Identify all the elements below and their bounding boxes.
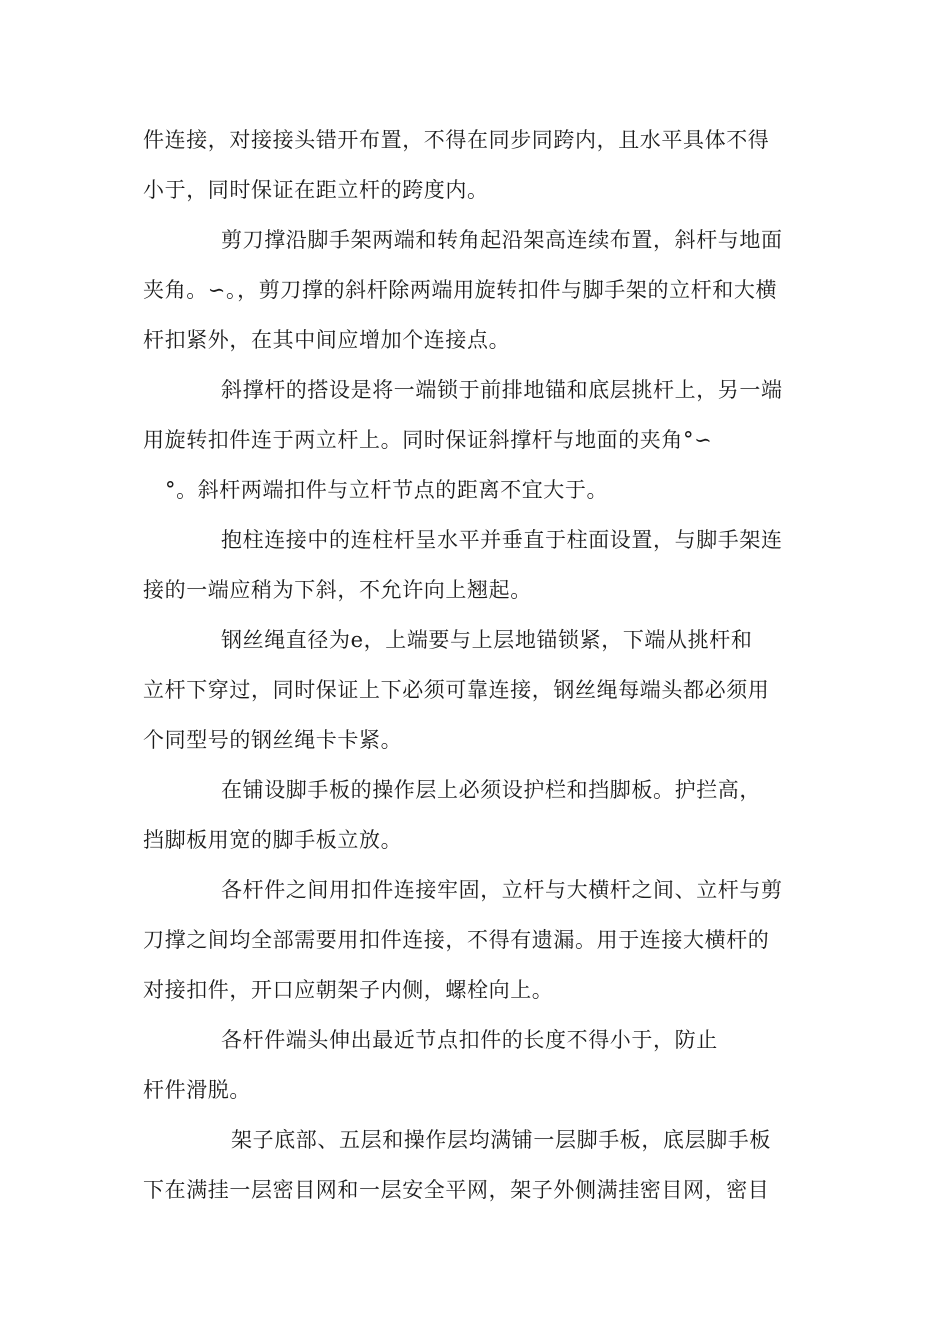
paragraph-start-line: 斜撑杆的搭设是将一端锁于前排地锚和底层挑杆上，另一端	[221, 378, 783, 402]
text-line: 立杆下穿过，同时保证上下必须可靠连接，钢丝绳每端头都必须用	[143, 678, 770, 702]
text-line: 下在满挂一层密目网和一层安全平网，架子外侧满挂密目网，密目	[143, 1178, 770, 1202]
paragraph-start-line: 架子底部、五层和操作层均满铺一层脚手板，底层脚手板	[231, 1128, 771, 1152]
text-line: 用旋转扣件连于两立杆上。同时保证斜撑杆与地面的夹角°∽	[143, 428, 713, 452]
text-line: 杆扣紧外，在其中间应增加个连接点。	[143, 328, 511, 352]
paragraph-start-line: 剪刀撑沿脚手架两端和转角起沿架高连续布置，斜杆与地面	[221, 228, 783, 252]
text-line: 夹角。∽。，剪刀撑的斜杆除两端用旋转扣件与脚手架的立杆和大横	[143, 278, 778, 302]
paragraph-start-line: 在铺设脚手板的操作层上必须设护栏和挡脚板。护拦高，	[221, 778, 761, 802]
text-line: 小于，同时保证在距立杆的跨度内。	[143, 178, 489, 202]
text-line: 刀撑之间均全部需要用扣件连接，不得有遗漏。用于连接大横杆的	[143, 928, 770, 952]
text-line: 挡脚板用宽的脚手板立放。	[143, 828, 403, 852]
text-line: 杆件滑脱。	[143, 1078, 251, 1102]
paragraph-start-line: 抱柱连接中的连柱杆呈水平并垂直于柱面设置，与脚手架连	[221, 528, 783, 552]
paragraph-start-line: 各杆件端头伸出最近节点扣件的长度不得小于，防止	[221, 1028, 718, 1052]
text-line: °。斜杆两端扣件与立杆节点的距离不宜大于。	[165, 478, 609, 502]
paragraph-start-line: 各杆件之间用扣件连接牢固，立杆与大横杆之间、立杆与剪	[221, 878, 783, 902]
text-line: 接的一端应稍为下斜，不允许向上翘起。	[143, 578, 532, 602]
text-line: 个同型号的钢丝绳卡卡紧。	[143, 728, 403, 752]
text-line: 对接扣件，开口应朝架子内侧，螺栓向上。	[143, 978, 554, 1002]
paragraph-start-line: 钢丝绳直径为e，上端要与上层地锚锁紧，下端从挑杆和	[221, 628, 753, 652]
text-line: 件连接，对接接头错开布置，不得在同步同跨内，且水平具体不得	[143, 128, 770, 152]
